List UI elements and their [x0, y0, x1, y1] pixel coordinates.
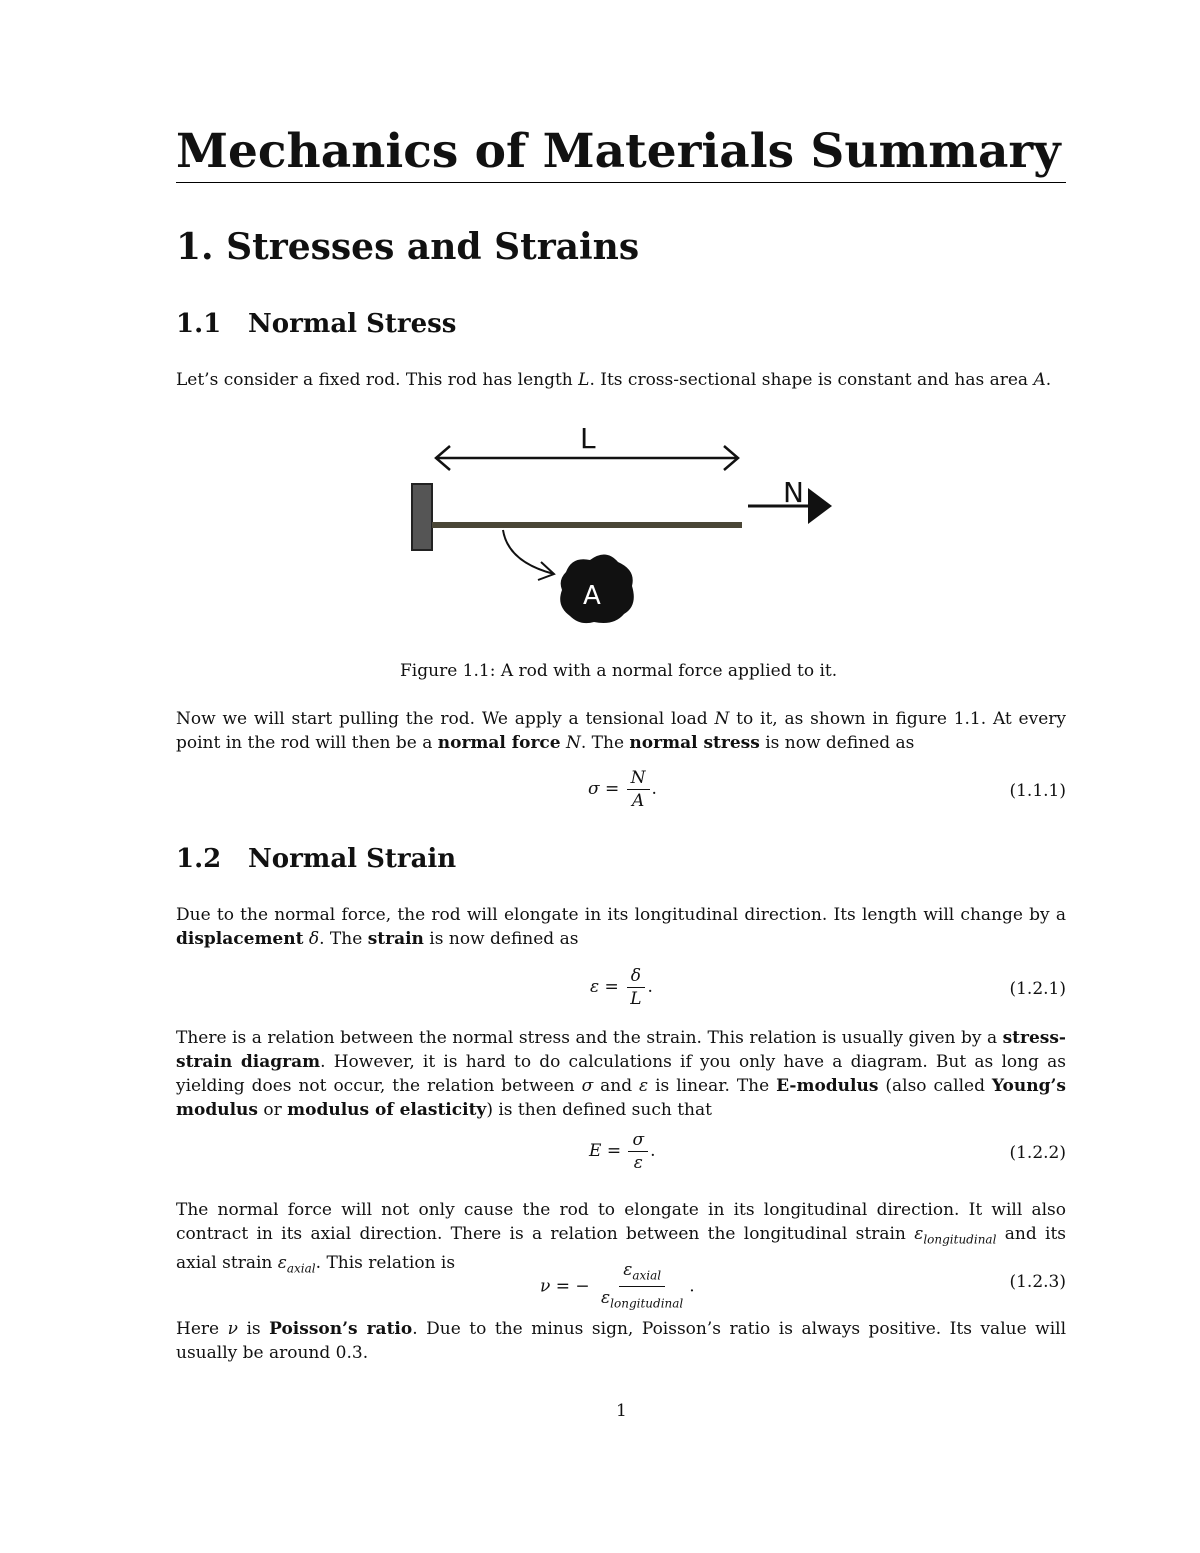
equation-1-1-1: σ = $\frac{N}{A}$ .: [588, 768, 657, 811]
subsection-heading-1-2: [176, 844, 456, 874]
equation-1-2-2: E = $\frac{\sigma}{\varepsilon}$ .: [589, 1130, 656, 1173]
length-label: L: [580, 422, 596, 455]
equation-1-2-1: ε = $\frac{\delta}{L}$ .: [590, 966, 653, 1009]
equation-number: (1.2.1): [1009, 979, 1066, 999]
equation-number: (1.1.1): [1009, 781, 1066, 801]
rod-figure: [400, 420, 850, 640]
area-label: A: [583, 581, 601, 611]
section-title: Stresses and Strains: [226, 226, 640, 268]
paragraph-poisson-intro: The normal force will not only cause the rod to elongate in its longitudinal direction. It will also contract in its axial direction. There is a relation between the longitudinal strain $\varepsilon_{longitudinal}$ and its axial strain $\varepsilon_{axial}$. This relation is: [176, 1200, 1066, 1276]
fixed-support: [412, 484, 432, 550]
paragraph-normal-stress: Now we will start pulling the rod. We apply a tensional load N to it, as shown in figure 1.1. At every point in the rod will then be a normal force N. The normal stress is now defined as: [176, 709, 1067, 753]
section-number: 1.: [176, 226, 214, 268]
paragraph-normal-strain: Due to the normal force, the rod will elongate in its longitudinal direction. Its length will change by a displacement δ. The strain is now defined as: [176, 905, 1066, 949]
paragraph-intro: Let’s consider a fixed rod. This rod has length L. Its cross-sectional shape is constant and has area A.: [176, 370, 1052, 390]
cross-section-pointer: [503, 530, 554, 580]
figure-caption: Figure 1.1: A rod with a normal force applied to it.: [400, 661, 838, 681]
document-title: Mechanics of Materials Summary: [176, 122, 1066, 183]
paragraph-poisson-ratio: Here ν is Poisson’s ratio. Due to the minus sign, Poisson’s ratio is always positive. Its value will usually be around 0.3.: [176, 1319, 1067, 1363]
subsection-title: Normal Stress: [248, 309, 457, 339]
subsection-title: Normal Strain: [248, 844, 457, 874]
subsection-number: 1.1: [176, 309, 222, 339]
force-label: N: [783, 476, 804, 509]
equation-1-2-3: ν = − $\frac{\varepsilon_{axial}}{\varepsilon_{longitudinal}}$ .: [540, 1260, 695, 1311]
equation-number: (1.2.3): [1009, 1272, 1066, 1292]
page-number: 1: [616, 1401, 627, 1421]
rod: [432, 522, 742, 528]
equation-number: (1.2.2): [1009, 1143, 1066, 1163]
paragraph-stress-strain: There is a relation between the normal stress and the strain. This relation is usually given by a stress-strain diagram. However, it is hard to do calculations if you only have a diagram. But as long as yielding does not occur, the relation between σ and ε is linear. The E-modulus (also called Young’s modulus or modulus of elasticity) is then defined such that: [176, 1028, 1066, 1120]
subsection-number: 1.2: [176, 844, 222, 874]
section-heading: [176, 226, 639, 268]
subsection-heading-1-1: [176, 309, 456, 339]
